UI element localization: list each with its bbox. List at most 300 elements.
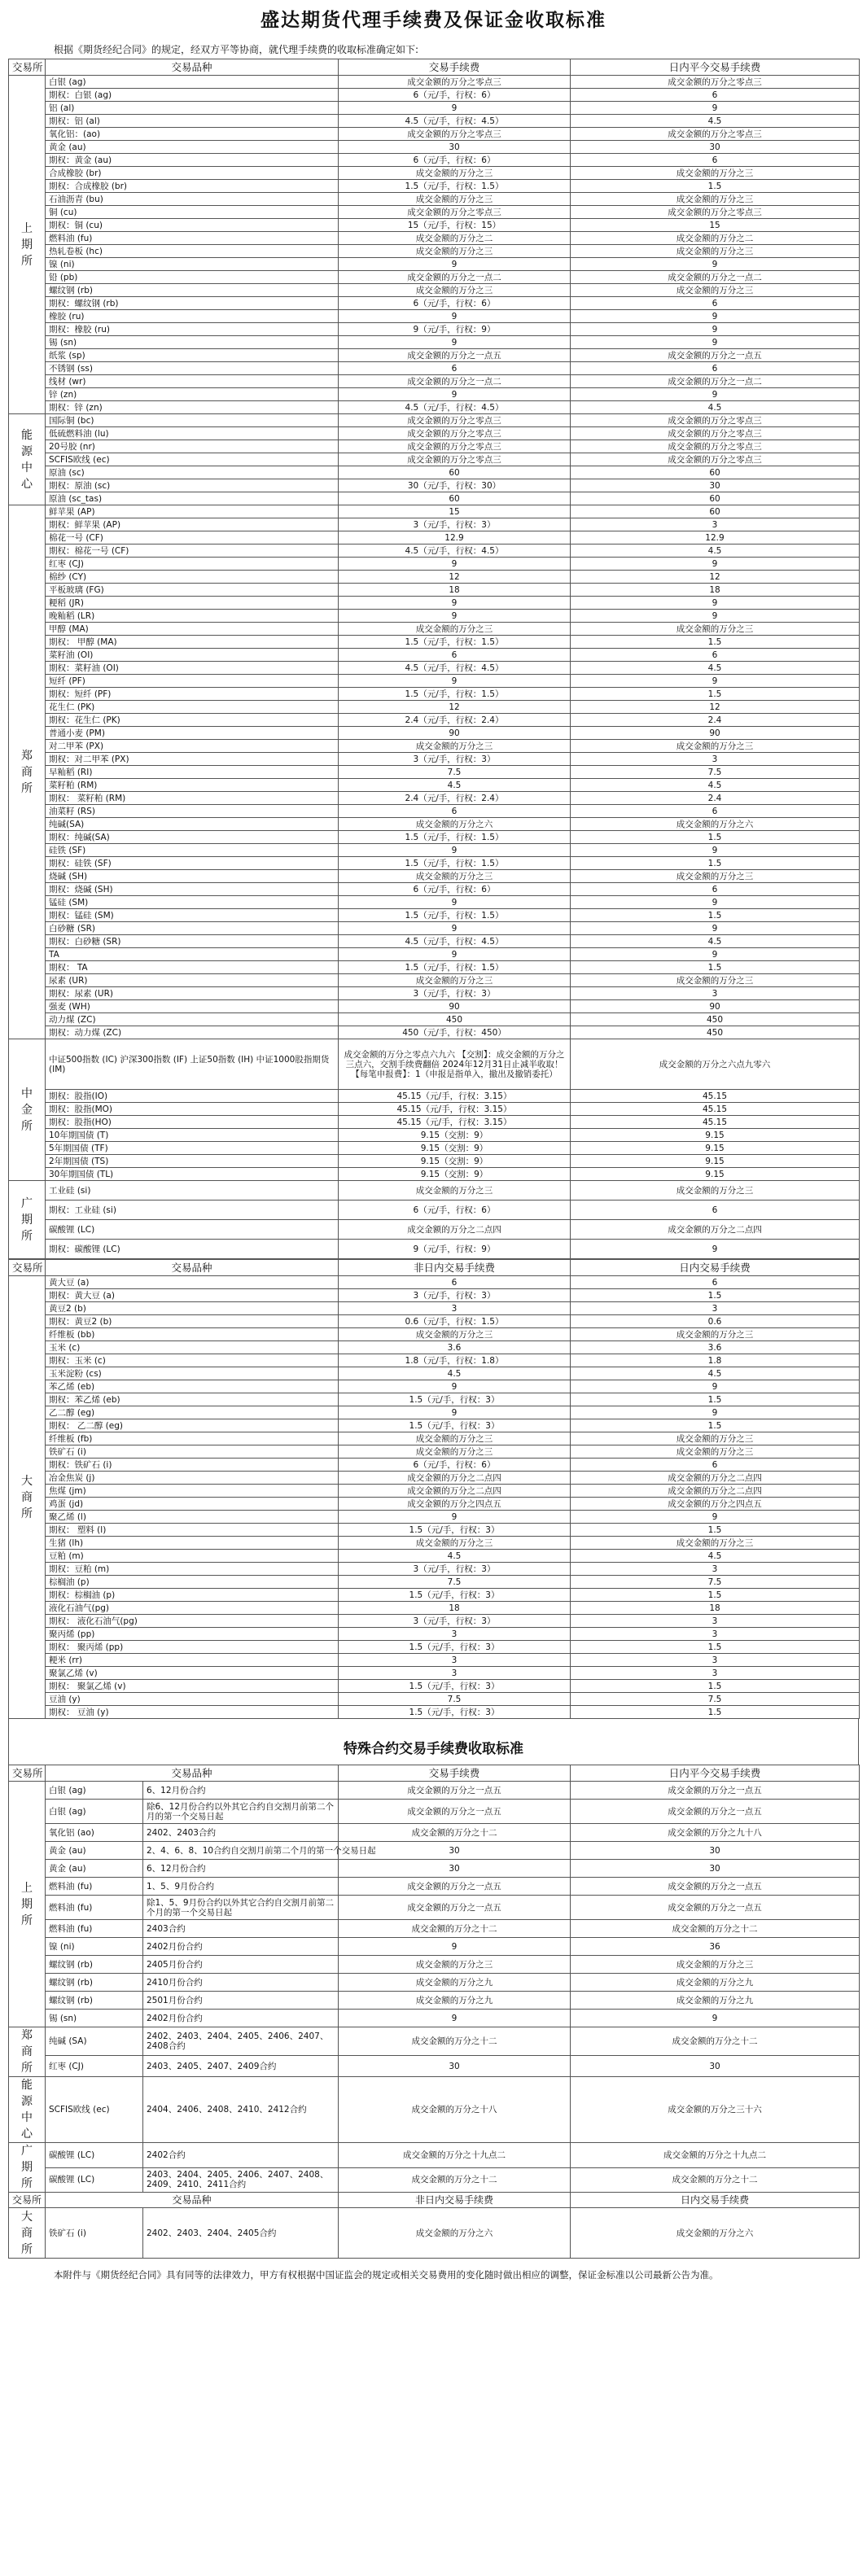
table-row [9,753,860,766]
fee-cell: 成交金额的万分之一点五 [339,1896,571,1920]
table-row [9,1654,860,1667]
intraday-fee-cell: 成交金额的万分之二 [571,232,860,245]
product-cell: 合成橡胶 (br) [46,167,339,180]
intraday-fee-cell: 成交金额的万分之三 [571,284,860,297]
table-row [9,1103,860,1116]
fee-cell: 9 [339,1380,571,1393]
fee-cell: 成交金额的万分之三 [339,1956,571,1974]
intraday-fee-cell: 成交金额的万分之二点四 [571,1472,860,1485]
intraday-fee-cell: 30 [571,1860,860,1878]
fee-schedule-page [8,0,859,2572]
contract-cell: 2402、2403、2404、2405、2406、2407、2408合约 [143,2027,339,2056]
fee-cell: 7.5 [339,766,571,779]
intraday-fee-cell: 成交金额的万分之三 [571,167,860,180]
intraday-fee-cell: 1.5 [571,180,860,193]
intraday-fee-cell: 9 [571,597,860,610]
table-row [9,1472,860,1485]
fee-cell: 成交金额的万分之十九点二 [339,2143,571,2168]
table-row [9,935,860,948]
table-row [9,2010,860,2027]
product-cell: 期权：烧碱 (SH) [46,883,339,896]
product-cell: 期权：硅铁 (SF) [46,857,339,870]
product-cell: 期权：菜籽油 (OI) [46,662,339,675]
intraday-fee-cell: 成交金额的万分之一点二 [571,375,860,388]
table-row [9,427,860,440]
fee-cell: 9.15（交割：9） [339,1142,571,1155]
product-cell: 铁矿石 (i) [46,1445,339,1459]
table-row [9,388,860,401]
exchange-name: 广期所 [21,1196,33,1243]
footer-note: 本附件与《期货经纪合同》具有同等的法律效力，甲方有权根据中国证监会的规定或相关交易费用的变化随时做出相应的调整，保证金标准以公司最新公告为准。 [54,2269,719,2281]
intraday-fee-cell: 15 [571,219,860,232]
intraday-fee-cell: 成交金额的万分之三 [571,974,860,987]
fee-cell: 成交金额的万分之二点四 [339,1485,571,1498]
fee-cell: 1.5（元/手，行权：1.5） [339,831,571,844]
fee-cell: 1.5（元/手，行权：1.5） [339,857,571,870]
fee-cell: 60 [339,492,571,505]
intraday-fee-cell: 45.15 [571,1103,860,1116]
product-cell: 期权：螺纹钢 (rb) [46,297,339,310]
intraday-fee-cell: 4.5 [571,401,860,414]
fee-cell: 18 [339,1602,571,1615]
fee-cell: 4.5 [339,1550,571,1563]
table-row [9,870,860,883]
fee-cell: 3（元/手，行权：3） [339,753,571,766]
fee-cell: 1.5（元/手，行权：3） [339,1589,571,1602]
product-cell: 碳酸锂 (LC) [46,1220,339,1240]
product-cell: 动力煤 (ZC) [46,1013,339,1026]
intraday-fee-cell: 1.5 [571,1641,860,1654]
table-row [9,1302,860,1315]
product-cell: 锰硅 (SM) [46,896,339,909]
fee-cell: 1.5（元/手，行权：3） [339,1524,571,1537]
table-row [9,558,860,571]
product-cell: 豆油 (y) [46,1693,339,1706]
table-row [9,466,860,479]
table-row [9,1142,860,1155]
header-non-intraday-fee: 非日内交易手续费 [339,2193,571,2208]
intraday-fee-cell: 18 [571,584,860,597]
table-row [9,545,860,558]
table-row [9,1896,860,1920]
intraday-fee-cell: 9 [571,2010,860,2027]
table-row [9,1432,860,1445]
fee-cell: 成交金额的万分之一点二 [339,271,571,284]
table-row [9,414,860,427]
fee-cell: 成交金额的万分之零点三 [339,76,571,89]
fee-cell: 3.6 [339,1341,571,1354]
intraday-fee-cell: 7.5 [571,1576,860,1589]
contract-cell: 2410月份合约 [143,1974,339,1992]
fee-cell: 3（元/手，行权：3） [339,1615,571,1628]
fee-cell: 9 [339,1938,571,1956]
fee-cell: 1.5（元/手，行权：3） [339,1393,571,1406]
exchange-name: 能源中心 [21,428,33,491]
table-row [9,1589,860,1602]
intraday-fee-cell: 30 [571,2056,860,2077]
fee-cell: 成交金额的万分之三 [339,1181,571,1201]
intraday-fee-cell: 9 [571,323,860,336]
product-cell: 期权：原油 (sc) [46,479,339,492]
product-cell: 期权： 聚氯乙烯 (v) [46,1680,339,1693]
product-cell: 螺纹钢 (rb) [46,1992,143,2010]
product-cell: 中证500指数 (IC) 沪深300指数 (IF) 上证50指数 (IH) 中证1000股指期货 (IM) [46,1039,339,1090]
header-product: 交易品种 [46,1765,339,1782]
intraday-fee-cell: 成交金额的万分之十二 [571,2167,860,2193]
intraday-fee-cell: 9 [571,336,860,349]
table-row [9,2143,860,2168]
table-row [9,974,860,987]
table-row [9,1602,860,1615]
contract-cell: 2403、2404、2405、2406、2407、2408、2409、2410、2411合约 [143,2167,339,2193]
table-row [9,232,860,245]
table-row [9,1090,860,1103]
intraday-fee-cell: 6 [571,154,860,167]
intraday-fee-cell: 3 [571,1667,860,1680]
contract-cell: 2402月份合约 [143,2010,339,2027]
intraday-fee-cell: 4.5 [571,1550,860,1563]
intraday-fee-cell: 成交金额的万分之九 [571,1974,860,1992]
table-row [9,1459,860,1472]
table-row [9,310,860,323]
intraday-fee-cell: 成交金额的万分之三 [571,1181,860,1201]
product-cell: 期权：花生仁 (PK) [46,714,339,727]
contract-cell: 6、12月份合约 [143,1782,339,1800]
intraday-fee-cell: 成交金额的万分之零点三 [571,414,860,427]
fee-cell: 9.15（交割：9） [339,1155,571,1168]
fee-cell: 9 [339,1406,571,1419]
fee-cell: 3（元/手，行权：3） [339,1289,571,1302]
exchange-cell [9,1276,46,1719]
fee-cell: 9（元/手，行权：9） [339,1240,571,1259]
product-cell: 玉米淀粉 (cs) [46,1367,339,1380]
product-cell: 国际铜 (bc) [46,414,339,427]
intraday-fee-cell: 9 [571,675,860,688]
fee-cell: 7.5 [339,1693,571,1706]
table-row [9,1641,860,1654]
table-row [9,1563,860,1576]
intraday-fee-cell: 12 [571,701,860,714]
table-row [9,180,860,193]
fee-cell: 成交金额的万分之三 [339,245,571,258]
product-cell: 期权：黄金 (au) [46,154,339,167]
contract-cell: 2501月份合约 [143,1992,339,2010]
table-row [9,284,860,297]
product-cell: 棉纱 (CY) [46,571,339,584]
exchange-name: 广期所 [21,2145,33,2190]
intraday-fee-cell: 成交金额的万分之一点五 [571,1878,860,1896]
header-exchange: 交易所 [9,2193,46,2208]
intraday-fee-cell: 1.5 [571,1419,860,1432]
product-cell: 螺纹钢 (rb) [46,1974,143,1992]
intraday-fee-cell: 3 [571,1302,860,1315]
product-cell: 工业硅 (si) [46,1181,339,1201]
intraday-fee-cell: 90 [571,727,860,740]
product-cell: 期权：橡胶 (ru) [46,323,339,336]
fee-cell: 30 [339,2056,571,2077]
fee-cell: 成交金额的万分之十二 [339,1824,571,1842]
table-row [9,362,860,375]
intraday-fee-cell: 30 [571,1842,860,1860]
table-row [9,2027,860,2056]
intraday-fee-cell: 9 [571,388,860,401]
product-cell: 期权： 液化石油气(pg) [46,1615,339,1628]
fee-cell: 成交金额的万分之六 [339,818,571,831]
fee-cell: 9 [339,922,571,935]
fee-cell: 成交金额的万分之二点四 [339,1220,571,1240]
table-row [9,714,860,727]
page-title: 盛达期货代理手续费及保证金收取标准 [261,9,606,31]
header-intraday-fee: 日内交易手续费 [571,1260,860,1276]
product-cell: TA [46,948,339,961]
fee-cell: 成交金额的万分之二点四 [339,1472,571,1485]
table-row [9,1974,860,1992]
product-cell: 10年期国债 (T) [46,1129,339,1142]
fee-cell: 成交金额的万分之四点五 [339,1498,571,1511]
intraday-fee-cell: 9.15 [571,1142,860,1155]
product-cell: 镍 (ni) [46,1938,143,1956]
fee-cell: 90 [339,1000,571,1013]
intraday-fee-cell: 成交金额的万分之零点三 [571,440,860,453]
table-row [9,297,860,310]
fee-cell: 30（元/手，行权：30） [339,479,571,492]
exchange-cell [9,2208,46,2259]
fee-cell: 1.5（元/手，行权：3） [339,1641,571,1654]
fee-cell: 3 [339,1667,571,1680]
table-row [9,1680,860,1693]
product-cell: 期权：棉花一号 (CF) [46,545,339,558]
product-cell: 焦煤 (jm) [46,1485,339,1498]
table-row [9,623,860,636]
table-row [9,1354,860,1367]
fee-cell: 4.5 [339,1367,571,1380]
table-header-row [9,1260,860,1276]
exchange-cell [9,2027,46,2077]
fee-cell: 6（元/手，行权：6） [339,297,571,310]
intraday-fee-cell: 成交金额的万分之二点四 [571,1220,860,1240]
intraday-fee-cell: 成交金额的万分之零点三 [571,76,860,89]
intraday-fee-cell: 6 [571,89,860,102]
fee-table-dce [8,1259,860,1719]
table-row [9,1524,860,1537]
intraday-fee-cell: 1.5 [571,857,860,870]
intraday-fee-cell: 成交金额的万分之零点三 [571,128,860,141]
fee-cell: 成交金额的万分之零点三 [339,206,571,219]
table-row [9,1240,860,1259]
product-cell: 棕榈油 (p) [46,1576,339,1589]
fee-cell: 9 [339,597,571,610]
intraday-fee-cell: 成交金额的万分之三 [571,870,860,883]
fee-cell: 成交金额的万分之零点六九六 【交割】：成交金额的万分之三点六，交割手续费翻倍 2024年12月31日止减半收取！ 【每笔申报费】：1（申报是指单入，撤出及撤销委托） [339,1039,571,1090]
product-cell: 期权：白银 (ag) [46,89,339,102]
product-cell: 短纤 (PF) [46,675,339,688]
intraday-fee-cell: 18 [571,1602,860,1615]
fee-cell: 4.5（元/手，行权：4.5） [339,935,571,948]
table-row [9,245,860,258]
intraday-fee-cell: 6 [571,1201,860,1220]
product-cell: 白银 (ag) [46,1782,143,1800]
table-row [9,675,860,688]
product-cell: 苯乙烯 (eb) [46,1380,339,1393]
product-cell: 红枣 (CJ) [46,2056,143,2077]
fee-cell: 45.15（元/手，行权：3.15） [339,1090,571,1103]
header-intraday-fee: 日内平今交易手续费 [571,59,860,76]
product-cell: 期权：鲜苹果 (AP) [46,518,339,531]
table-row [9,102,860,115]
product-cell: 粳米 (rr) [46,1654,339,1667]
intraday-fee-cell: 0.6 [571,1315,860,1328]
product-cell: 期权：苯乙烯 (eb) [46,1393,339,1406]
intraday-fee-cell: 60 [571,492,860,505]
product-cell: 纸浆 (sp) [46,349,339,362]
product-cell: 燃料油 (fu) [46,1920,143,1938]
fee-cell: 成交金额的万分之三 [339,623,571,636]
intraday-fee-cell: 45.15 [571,1090,860,1103]
table-row [9,1693,860,1706]
fee-cell: 成交金额的万分之一点二 [339,375,571,388]
table-row [9,1800,860,1824]
intraday-fee-cell: 6 [571,649,860,662]
intraday-fee-cell: 1.5 [571,636,860,649]
fee-cell: 成交金额的万分之一点五 [339,1878,571,1896]
fee-cell: 9 [339,102,571,115]
fee-cell: 成交金额的万分之零点三 [339,440,571,453]
contract-cell: 1、5、9月份合约 [143,1878,339,1896]
fee-cell: 6（元/手，行权：6） [339,883,571,896]
header-product: 交易品种 [46,2193,339,2208]
product-cell: 花生仁 (PK) [46,701,339,714]
table-row [9,479,860,492]
intraday-fee-cell: 1.5 [571,961,860,974]
contract-cell: 2404、2406、2408、2410、2412合约 [143,2077,339,2143]
fee-cell: 成交金额的万分之三 [339,193,571,206]
table-row [9,1276,860,1289]
intraday-fee-cell: 成交金额的万分之零点三 [571,206,860,219]
intraday-fee-cell: 1.5 [571,1706,860,1719]
fee-cell: 3 [339,1628,571,1641]
fee-cell: 45.15（元/手，行权：3.15） [339,1116,571,1129]
table-row [9,610,860,623]
table-row [9,1628,860,1641]
fee-cell: 9（元/手，行权：9） [339,323,571,336]
product-cell: 黄金 (au) [46,1860,143,1878]
product-cell: 期权：碳酸锂 (LC) [46,1240,339,1259]
table-row [9,1498,860,1511]
table-row [9,740,860,753]
table-row [9,597,860,610]
intraday-fee-cell: 3 [571,1563,860,1576]
table-row [9,1667,860,1680]
table-row [9,271,860,284]
table-row [9,1706,860,1719]
fee-cell: 3（元/手，行权：3） [339,987,571,1000]
table-row [9,818,860,831]
table-row [9,961,860,974]
table-row [9,531,860,545]
intraday-fee-cell: 60 [571,505,860,518]
table-row [9,1576,860,1589]
product-cell: 铅 (pb) [46,271,339,284]
exchange-cell [9,2077,46,2143]
product-cell: 期权：黄豆2 (b) [46,1315,339,1328]
fee-cell: 成交金额的万分之三 [339,740,571,753]
intraday-fee-cell: 9.15 [571,1155,860,1168]
fee-cell: 6 [339,805,571,818]
intraday-fee-cell: 成交金额的万分之零点三 [571,427,860,440]
header-exchange: 交易所 [9,1260,46,1276]
intraday-fee-cell: 4.5 [571,662,860,675]
fee-cell: 3 [339,1654,571,1667]
table-row [9,1181,860,1201]
contract-cell: 除6、12月份合约以外其它合约自交割月前第二个月的第一个交易日起 [143,1800,339,1824]
fee-cell: 1.8（元/手，行权：1.8） [339,1354,571,1367]
product-cell: 期权： 甲醇 (MA) [46,636,339,649]
product-cell: 生猪 (lh) [46,1537,339,1550]
intraday-fee-cell: 9 [571,896,860,909]
product-cell: 聚丙烯 (pp) [46,1628,339,1641]
table-row [9,649,860,662]
table-row [9,857,860,870]
table-row [9,844,860,857]
product-cell: 碳酸锂 (LC) [46,2143,143,2168]
table-row [9,2208,860,2259]
fee-cell: 6（元/手，行权：6） [339,89,571,102]
product-cell: 鲜苹果 (AP) [46,505,339,518]
product-cell: 期权：锰硅 (SM) [46,909,339,922]
fee-cell: 成交金额的万分之三 [339,870,571,883]
table-row [9,1419,860,1432]
product-cell: SCFIS欧线 (ec) [46,453,339,466]
product-cell: 期权：合成橡胶 (br) [46,180,339,193]
exchange-name: 大商所 [21,2210,33,2256]
product-cell: 粳稻 (JR) [46,597,339,610]
fee-cell: 9 [339,310,571,323]
fee-cell: 2.4（元/手，行权：2.4） [339,792,571,805]
table-row [9,1201,860,1220]
table-row [9,1550,860,1563]
product-cell: 碳酸锂 (LC) [46,2167,143,2193]
product-cell: 期权： 乙二醇 (eg) [46,1419,339,1432]
intraday-fee-cell: 4.5 [571,545,860,558]
fee-cell: 9 [339,948,571,961]
table-row [9,1485,860,1498]
intraday-fee-cell: 成交金额的万分之二点四 [571,1485,860,1498]
intraday-fee-cell: 成交金额的万分之三 [571,245,860,258]
intraday-fee-cell: 成交金额的万分之十二 [571,2027,860,2056]
product-cell: 燃料油 (fu) [46,1878,143,1896]
table-row [9,883,860,896]
fee-cell: 成交金额的万分之二 [339,232,571,245]
intraday-fee-cell: 30 [571,141,860,154]
contract-cell: 2402合约 [143,2143,339,2168]
product-cell: 白砂糖 (SR) [46,922,339,935]
product-cell: 黄金 (au) [46,141,339,154]
fee-cell: 6 [339,362,571,375]
product-cell: 聚乙烯 (l) [46,1511,339,1524]
table-row [9,505,860,518]
intraday-fee-cell: 6 [571,883,860,896]
intraday-fee-cell: 成交金额的万分之一点五 [571,1782,860,1800]
table-row [9,1168,860,1181]
fee-cell: 9 [339,675,571,688]
special-section-title: 特殊合约交易手续费收取标准 [8,1734,859,1765]
product-cell: 尿素 (UR) [46,974,339,987]
fee-cell: 成交金额的万分之三 [339,1445,571,1459]
fee-cell: 成交金额的万分之三 [339,1432,571,1445]
fee-cell: 成交金额的万分之三 [339,1328,571,1341]
table-row [9,1938,860,1956]
fee-cell: 9 [339,558,571,571]
